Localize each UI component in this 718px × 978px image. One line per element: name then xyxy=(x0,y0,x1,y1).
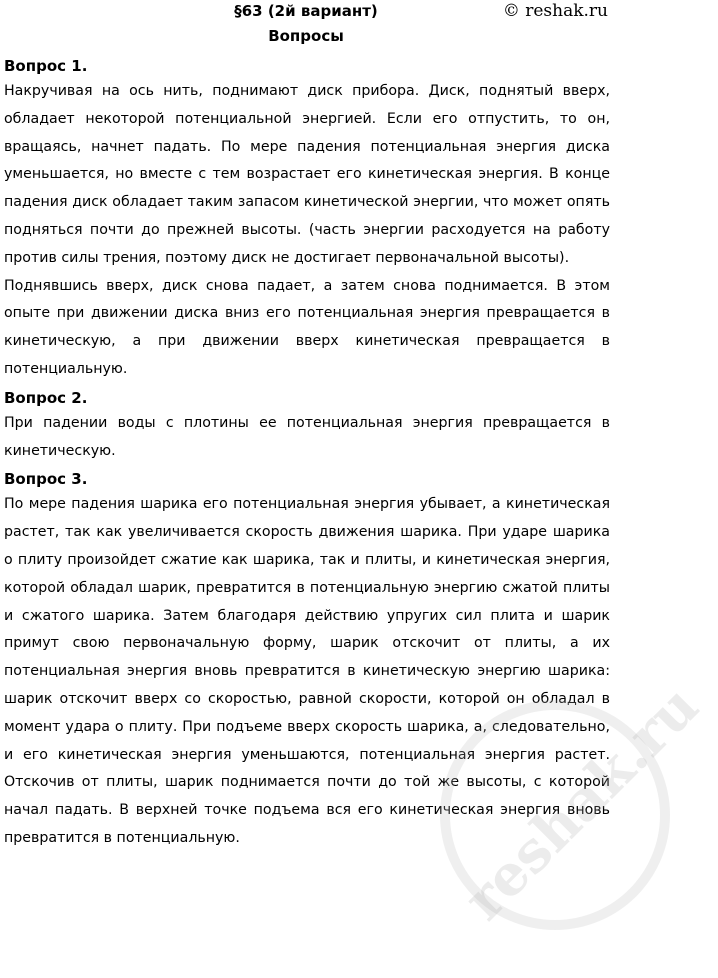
answer-paragraph: При падении воды с плотины ее потенциальная энергия превращается в кинетическую. xyxy=(4,414,610,459)
section-question-3 xyxy=(0,469,612,852)
question-heading: Вопрос 2. xyxy=(4,388,88,407)
answer-paragraph: Накручивая на ось нить, поднимают диск прибора. Диск, поднятый вверх, обладает некоторой потенциальной энергией. Если его отпустить, то он, вращаясь, начнет падать. По мере падения потенциальная энергия диска уменьшается, но вместе с тем возрастает его кинетическая энергия. В конце падения диск обладает таким запасом кинетической энергии, что может опять подняться почти до прежней высоты. (часть энергии расходуется на работу против силы трения, поэтому диск не достигает первоначальной высоты). xyxy=(4,83,610,266)
question-heading: Вопрос 3. xyxy=(4,470,88,489)
page-subtitle: Вопросы xyxy=(268,27,344,45)
section-question-1 xyxy=(0,56,612,384)
section-question-2 xyxy=(0,388,612,466)
watermark-text: reshak.ru xyxy=(450,672,712,934)
question-heading: Вопрос 1. xyxy=(4,57,88,75)
page-header xyxy=(0,0,612,26)
page-title: §63 (2й вариант) xyxy=(234,2,378,20)
answer-paragraph: По мере падения шарика его потенциальная энергия убывает, а кинетическая растет, так как увеличивается скорость движения шарика. При ударе шарика о плиту произойдет сжатие как шарика, так и плиты, и кинетическая энергия, которой обладал шарик, превратится в потенциальную энергию сжатой плиты и сжатого шарика. Затем благодаря действию упругих сил плита и шарик примут свою первоначальную форму, шарик отскочит от плиты, а их потенциальная энергия вновь превратится в кинетическую энергию шарика: шарик отскочит вверх со скоростью, равной скорости, которой он обладал в момент удара о плиту. При подъеме вверх скорость шарика, а, следовательно, и его кинетическая энергия уменьшаются, потенциальная энергия растет. Отскочив от плиты, шарик поднимается почти до той же высоты, с которой начал падать. В верхней точке подъема вся его кинетическая энергия вновь превратится в потенциальную. xyxy=(4,496,610,846)
answer-paragraph: Поднявшись вверх, диск снова падает, а затем снова поднимается. В этом опыте при движении диска вниз его потенциальная энергия превращается в кинетическую, а при движении вверх кинетическая превращается в потенциальную. xyxy=(4,277,610,377)
site-label: © reshak.ru xyxy=(502,1,608,21)
